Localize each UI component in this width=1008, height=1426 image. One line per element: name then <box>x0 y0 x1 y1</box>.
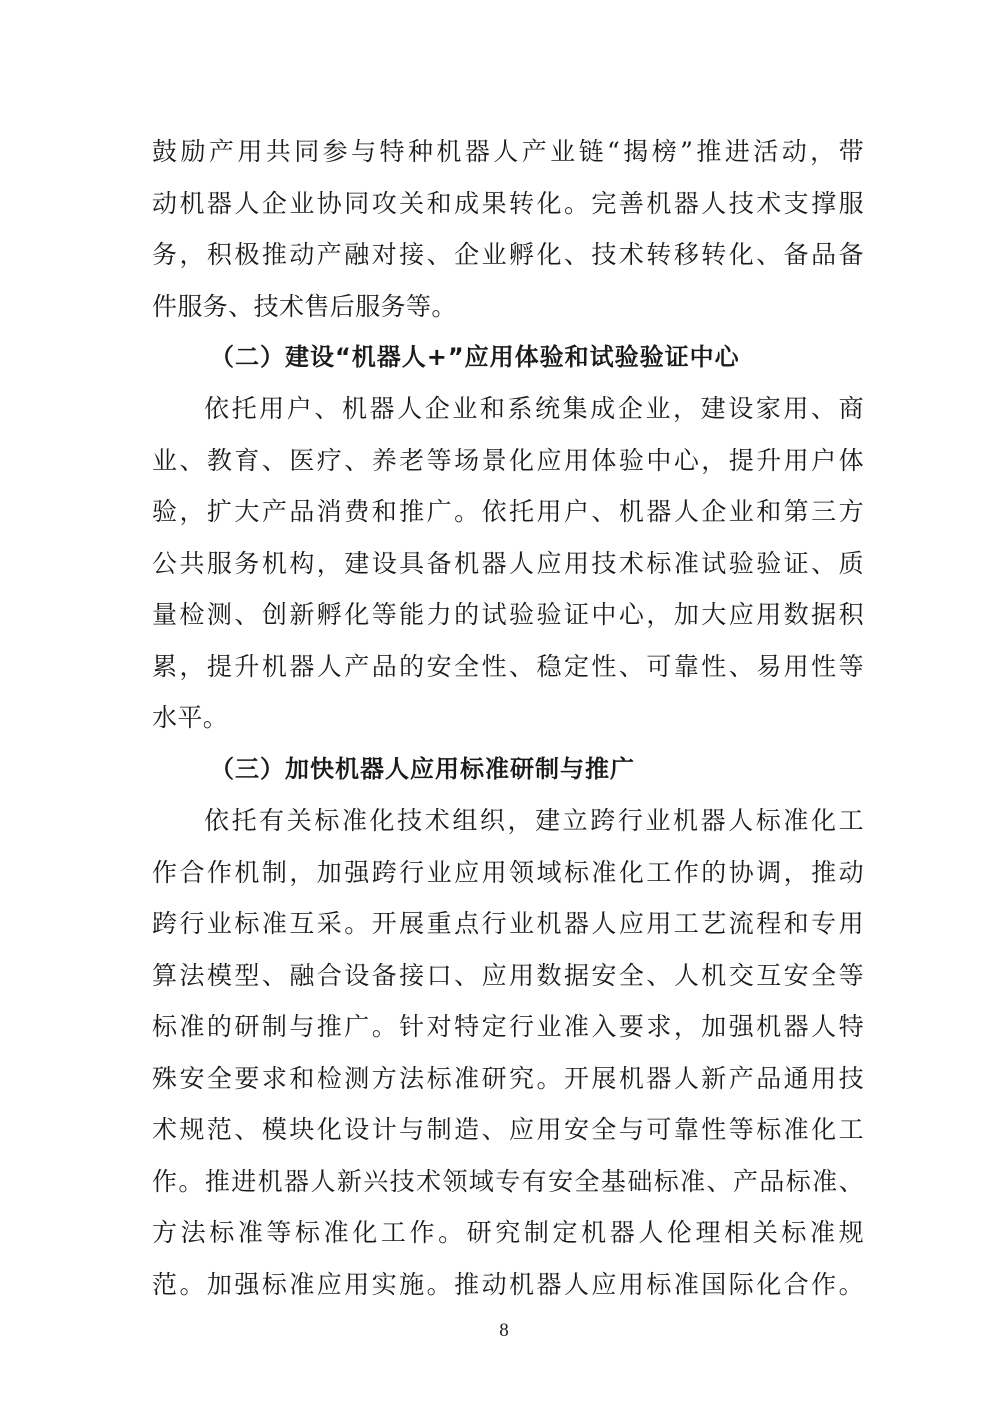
paragraph-line: 水平。 <box>152 703 229 732</box>
paragraph-line: 作。推进机器人新兴技术领域专有安全基础标准、产品标准、 <box>152 1166 864 1196</box>
paragraph-3 <box>152 795 864 1310</box>
paragraph-line: 标准的研制与推广。针对特定行业准入要求，加强机器人特 <box>152 1012 864 1041</box>
paragraph-line: 作合作机制，加强跨行业应用领域标准化工作的协调，推动 <box>152 857 864 887</box>
paragraph-2 <box>152 383 864 744</box>
paragraph-line: 件服务、技术售后服务等。 <box>152 291 457 321</box>
section-heading-2: （二）建设“机器人+”应用体验和试验验证中心 <box>210 343 740 371</box>
paragraph-line: 殊安全要求和检测方法标准研究。开展机器人新产品通用技 <box>152 1063 864 1093</box>
paragraph-line: 动机器人企业协同攻关和成果转化。完善机器人技术支撑服 <box>152 188 864 218</box>
paragraph-1 <box>152 126 864 332</box>
paragraph-line: 鼓励产用共同参与特种机器人产业链“揭榜”推进活动，带 <box>152 137 864 166</box>
paragraph-line: 跨行业标准互采。开展重点行业机器人应用工艺流程和专用 <box>152 909 864 938</box>
section-heading-3: （三）加快机器人应用标准研制与推广 <box>210 755 635 783</box>
paragraph-line: 依托用户、机器人企业和系统集成企业，建设家用、商 <box>204 394 864 423</box>
paragraph-line: 依托有关标准化技术组织，建立跨行业机器人标准化工 <box>204 806 864 835</box>
paragraph-line: 业、教育、医疗、养老等场景化应用体验中心，提升用户体 <box>152 445 864 475</box>
paragraph-line: 范。加强标准应用实施。推动机器人应用标准国际化合作。 <box>152 1269 864 1299</box>
paragraph-line: 量检测、创新孵化等能力的试验验证中心，加大应用数据积 <box>152 600 864 629</box>
paragraph-line: 务，积极推动产融对接、企业孵化、技术转移转化、备品备 <box>152 240 864 269</box>
paragraph-line: 累，提升机器人产品的安全性、稳定性、可靠性、易用性等 <box>152 651 864 681</box>
paragraph-line: 验，扩大产品消费和推广。依托用户、机器人企业和第三方 <box>152 497 864 526</box>
paragraph-line: 公共服务机构，建设具备机器人应用技术标准试验验证、质 <box>152 548 864 578</box>
page-number: 8 <box>499 1320 509 1341</box>
paragraph-line: 方法标准等标准化工作。研究制定机器人伦理相关标准规 <box>152 1218 864 1247</box>
paragraph-line: 算法模型、融合设备接口、应用数据安全、人机交互安全等 <box>152 960 864 990</box>
paragraph-line: 术规范、模块化设计与制造、应用安全与可靠性等标准化工 <box>152 1115 864 1144</box>
